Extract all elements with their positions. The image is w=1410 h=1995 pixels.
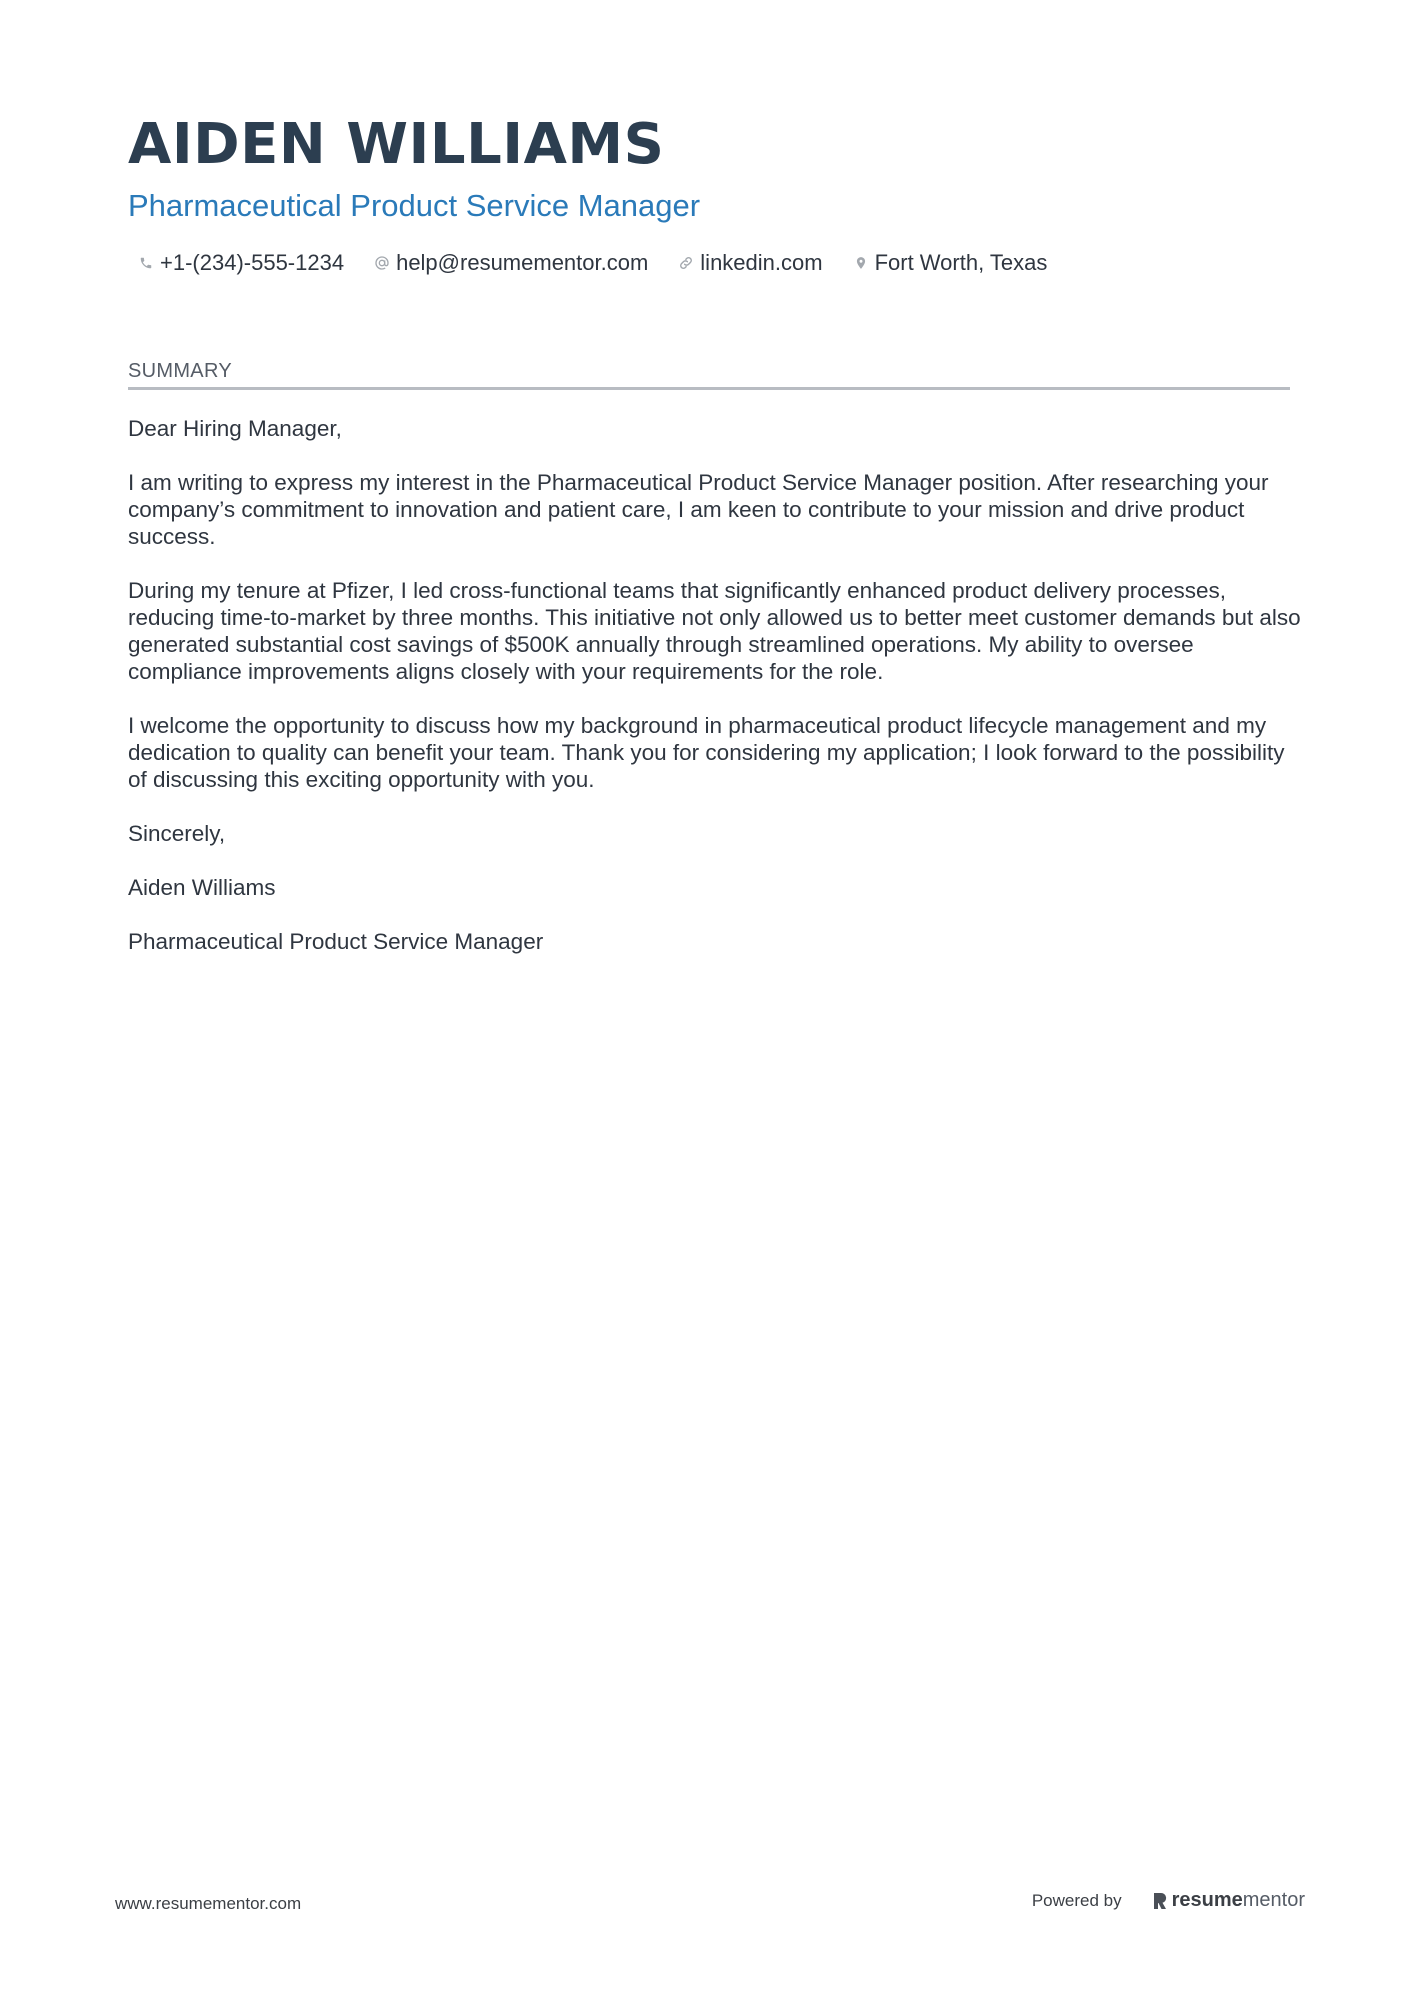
letter-paragraph: During my tenure at Pfizer, I led cross-functional teams that significantly enhanced product delivery processes, reducing time-to-market by three months. This initiative not only allowed us to better meet customer demands but also generated substantial cost savings of $500K annually through streamlined operations. My ability to oversee compliance improvements aligns closely with your requirements for the role.: [128, 578, 1301, 684]
link-icon: [676, 253, 696, 273]
contact-email-text: help@resumementor.com: [396, 250, 649, 275]
brand-name-bold: resume: [1171, 1889, 1243, 1911]
applicant-name: AIDEN WILLIAMS: [128, 112, 665, 177]
letter-closing: Sincerely,: [128, 821, 226, 846]
footer-powered-by: [1032, 1889, 1305, 1912]
letter-paragraph: I welcome the opportunity to discuss how my background in pharmaceutical product lifecycle management and my dedication to quality can benefit your team. Thank you for considering my application; I look forward to the possibility of discussing this exciting opportunity with you.: [128, 713, 1285, 792]
phone-icon: [136, 253, 156, 273]
contact-linkedin-text: linkedin.com: [700, 250, 823, 275]
letter-body: [128, 415, 1303, 982]
footer-website-link[interactable]: www.resumementor.com: [115, 1894, 302, 1913]
contact-location: [851, 250, 1048, 276]
contact-email[interactable]: [372, 250, 648, 276]
contact-phone: [128, 250, 344, 276]
contact-bar: [128, 248, 1288, 278]
resume-header: [128, 110, 1288, 278]
signature-name: Aiden Williams: [128, 875, 276, 900]
contact-phone-text: +1-(234)-555-1234: [160, 250, 345, 275]
contact-location-text: Fort Worth, Texas: [874, 250, 1048, 275]
job-title: Pharmaceutical Product Service Manager: [128, 188, 701, 223]
resumementor-logo[interactable]: [1152, 1889, 1305, 1912]
letter-greeting: Dear Hiring Manager,: [128, 416, 342, 441]
section-title-summary: SUMMARY: [128, 360, 1290, 390]
signature-title: Pharmaceutical Product Service Manager: [128, 929, 544, 954]
powered-by-label: Powered by: [1031, 1890, 1122, 1910]
letter-paragraph: I am writing to express my interest in the Pharmaceutical Product Service Manager position. After researching your company’s commitment to innovation and patient care, I am keen to contribute to your mission and drive product success.: [128, 470, 1269, 549]
contact-linkedin[interactable]: [676, 250, 822, 276]
resumementor-logo-icon: [1152, 1891, 1168, 1911]
location-icon: [851, 253, 871, 273]
brand-name-light: mentor: [1242, 1889, 1305, 1911]
at-icon: [372, 253, 392, 273]
